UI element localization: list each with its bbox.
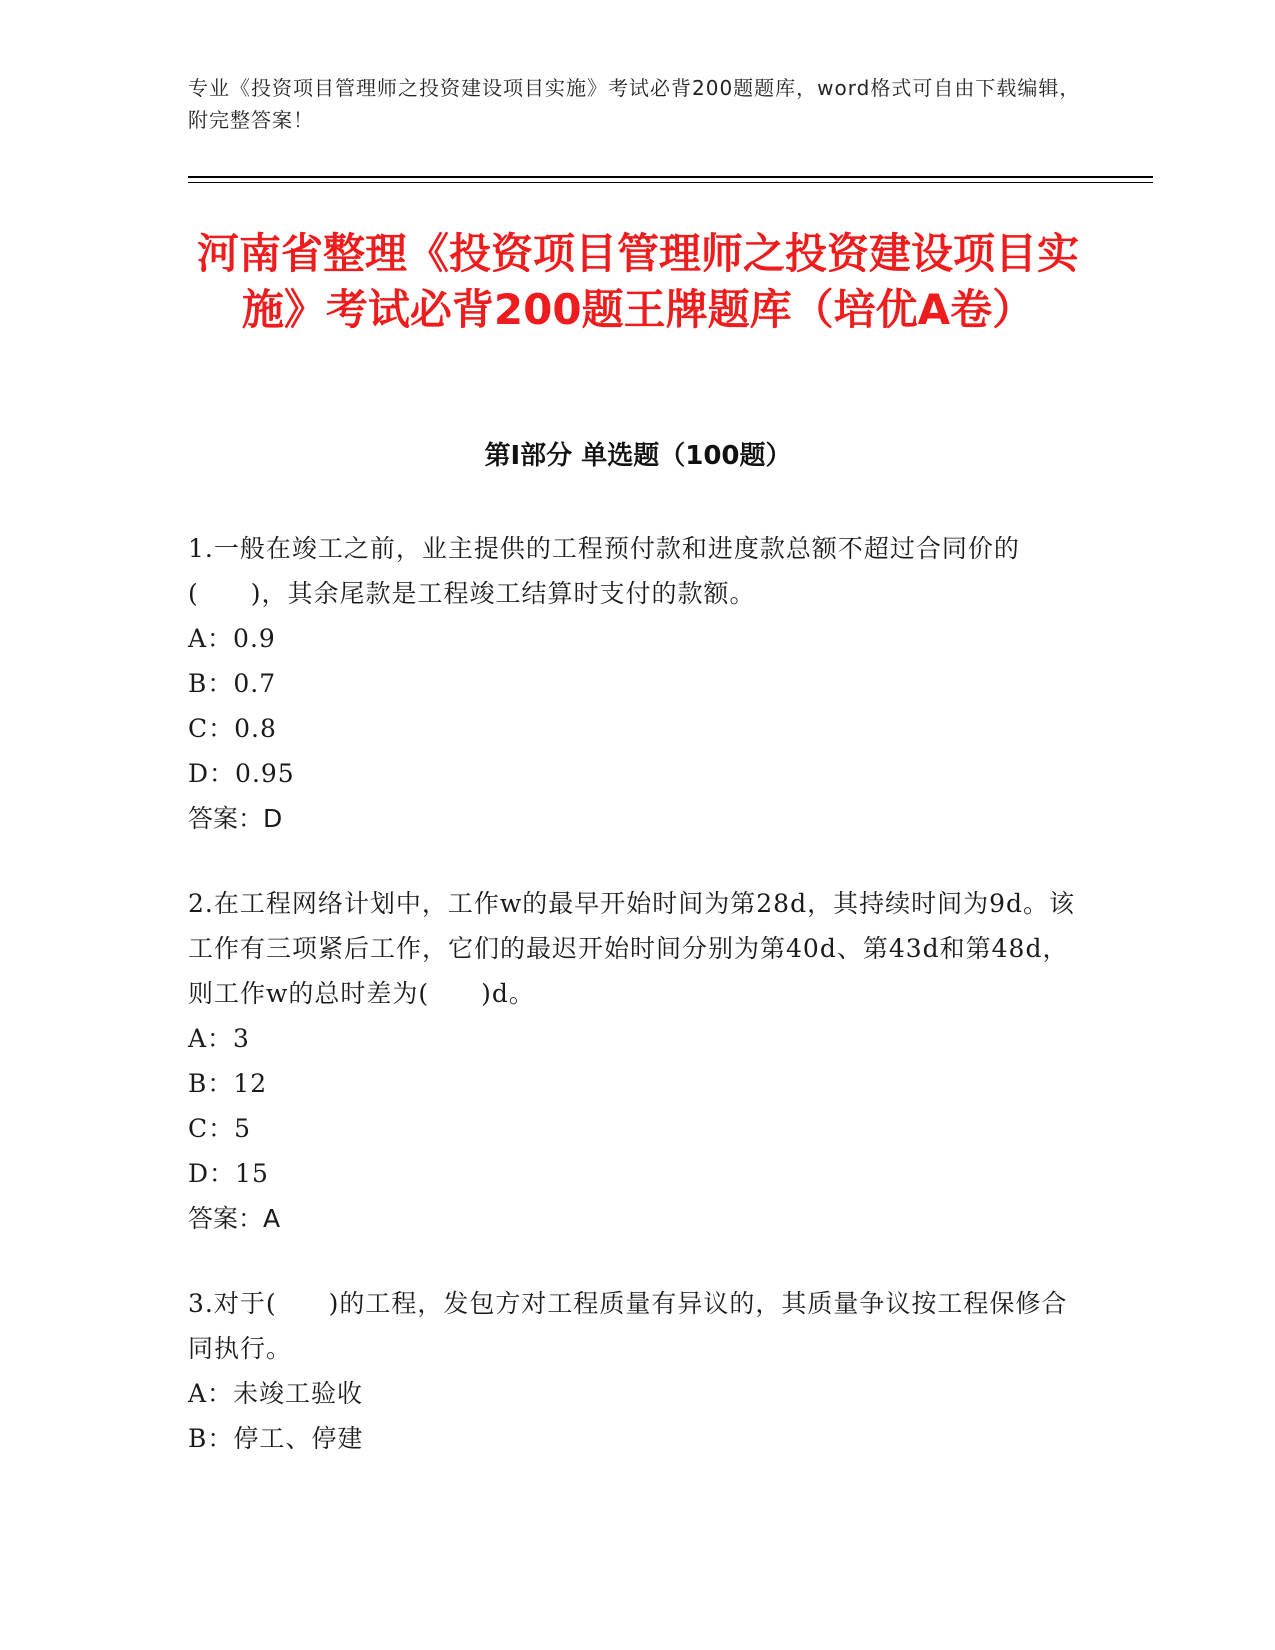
option-b: B：停工、停建 [188,1424,364,1453]
question-stem: 2.在工程网络计划中，工作w的最早开始时间为第28d，其持续时间为9d。该工作有三项紧后工作，它们的最迟开始时间分别为第40d、第43d和第48d，则工作w的总时差为( )d。 [188,889,1075,1008]
question-1 [188,526,1088,841]
option-c: C：0.8 [188,714,277,743]
option-b: B：0.7 [188,669,277,698]
section-title: 第I部分 单选题（100题） [484,441,792,471]
question-list [188,526,1088,1501]
option-a: A：未竣工验收 [188,1379,364,1408]
answer: 答案：D [188,804,283,833]
header-rule-thick [188,176,1153,178]
question-stem: 1.一般在竣工之前，业主提供的工程预付款和进度款总额不超过合同价的( )，其余尾款是工程竣工结算时支付的款额。 [188,534,1020,608]
option-b: B：12 [188,1069,268,1098]
option-d: D：15 [188,1159,269,1188]
question-stem: 3.对于( )的工程，发包方对工程质量有异议的，其质量争议按工程保修合同执行。 [188,1289,1068,1363]
document-title: 河南省整理《投资项目管理师之投资建设项目实施》考试必背200题王牌题库（培优A卷） [196,229,1079,334]
header-note: 专业《投资项目管理师之投资建设项目实施》考试必背200题题库，word格式可自由下载编辑，附完整答案！ [188,76,1081,132]
option-a: A：3 [188,1024,250,1053]
question-2 [188,881,1088,1241]
option-c: C：5 [188,1114,252,1143]
option-a: A：0.9 [188,624,276,653]
answer: 答案：A [188,1204,281,1233]
question-3 [188,1281,1088,1461]
header-rule-thin [188,182,1153,183]
option-d: D：0.95 [188,759,295,788]
